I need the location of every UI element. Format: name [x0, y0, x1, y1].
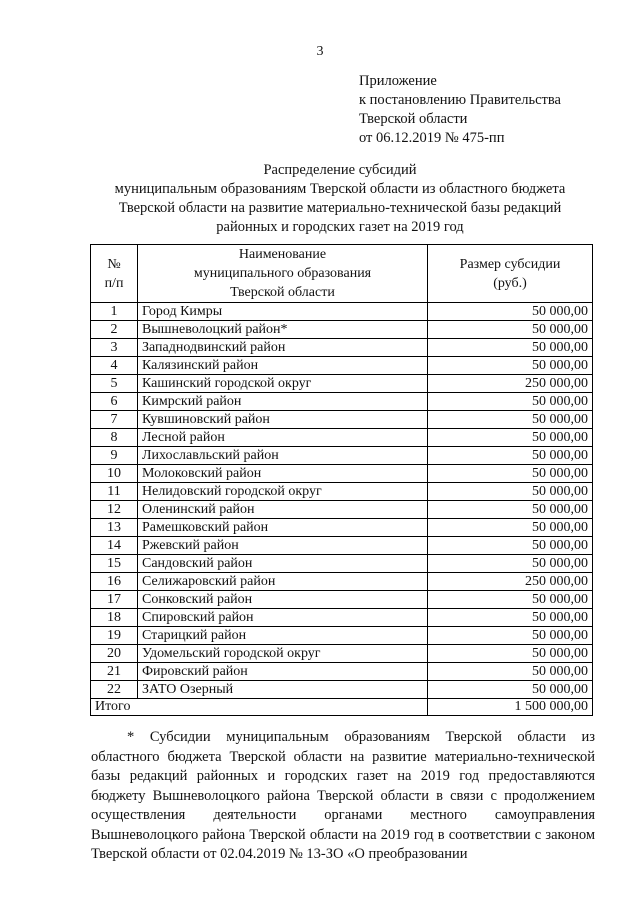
- row-num: 4: [91, 357, 138, 375]
- footnote-text: * Субсидии муниципальным образованиям Тверской области из областного бюджета Тверской области на развитие материально-технической базы редакций районных и городских газет на 2019 год предоставляются бюджету Вышневолоцкого района Тверской области в связи с продолжением осуществления деятельности органами местного самоуправления Вышневолоцкого района Тверской области на 2019 год в соответствии с законом Тверской области от 02.04.2019 № 13-ЗО «О преобразовании: [91, 729, 595, 862]
- table-row: [91, 483, 593, 501]
- row-name: Кашинский городской округ: [138, 375, 428, 393]
- header-num: [91, 245, 138, 303]
- row-amount: 50 000,00: [428, 447, 593, 465]
- row-name: Западнодвинский район: [138, 339, 428, 357]
- row-num: 9: [91, 447, 138, 465]
- table-row: [91, 447, 593, 465]
- row-amount: 50 000,00: [428, 609, 593, 627]
- table-row: [91, 339, 593, 357]
- table-row: [91, 591, 593, 609]
- table-row: [91, 465, 593, 483]
- table-row: [91, 411, 593, 429]
- row-amount: 50 000,00: [428, 393, 593, 411]
- table-row: [91, 627, 593, 645]
- row-amount: 50 000,00: [428, 411, 593, 429]
- table-row: [91, 375, 593, 393]
- row-num: 1: [91, 303, 138, 321]
- subsidy-table: [90, 244, 593, 716]
- title-line: муниципальным образованиям Тверской области из областного бюджета: [114, 181, 566, 197]
- appendix-line: от 06.12.2019 № 475-пп: [359, 130, 505, 146]
- row-num: 6: [91, 393, 138, 411]
- table-row: [91, 645, 593, 663]
- row-amount: 50 000,00: [428, 483, 593, 501]
- row-num: 11: [91, 483, 138, 501]
- header-line: Размер субсидии: [459, 256, 561, 272]
- row-num: 10: [91, 465, 138, 483]
- table-row: [91, 681, 593, 699]
- row-amount: 250 000,00: [428, 573, 593, 591]
- table-header-row: [91, 245, 593, 303]
- row-num: 17: [91, 591, 138, 609]
- row-amount: 50 000,00: [428, 627, 593, 645]
- row-name: Спировский район: [138, 609, 428, 627]
- row-name: Селижаровский район: [138, 573, 428, 591]
- table-total-row: [91, 699, 593, 716]
- row-num: 21: [91, 663, 138, 681]
- row-name: Удомельский городской округ: [138, 645, 428, 663]
- row-amount: 50 000,00: [428, 663, 593, 681]
- table-row: [91, 663, 593, 681]
- total-label: Итого: [91, 699, 428, 716]
- row-amount: 50 000,00: [428, 303, 593, 321]
- header-line: (руб.): [493, 275, 527, 291]
- table-row: [91, 555, 593, 573]
- row-num: 5: [91, 375, 138, 393]
- table-body: [91, 303, 593, 699]
- row-name: Лесной район: [138, 429, 428, 447]
- table-row: [91, 573, 593, 591]
- row-num: 13: [91, 519, 138, 537]
- row-num: 19: [91, 627, 138, 645]
- row-num: 8: [91, 429, 138, 447]
- header-line: п/п: [104, 275, 124, 291]
- row-name: Рамешковский район: [138, 519, 428, 537]
- row-amount: 50 000,00: [428, 519, 593, 537]
- table-row: [91, 429, 593, 447]
- row-name: Вышневолоцкий район*: [138, 321, 428, 339]
- row-amount: 50 000,00: [428, 321, 593, 339]
- header-line: муниципального образования: [193, 266, 372, 281]
- row-name: Оленинский район: [138, 501, 428, 519]
- document-title: [60, 161, 620, 237]
- row-amount: 50 000,00: [428, 537, 593, 555]
- row-name: Нелидовский городской округ: [138, 483, 428, 501]
- header-line: Наименование: [238, 247, 327, 262]
- appendix-line: к постановлению Правительства: [359, 92, 561, 108]
- row-amount: 50 000,00: [428, 681, 593, 699]
- row-num: 7: [91, 411, 138, 429]
- row-name: Город Кимры: [138, 303, 428, 321]
- row-name: Лихославльский район: [138, 447, 428, 465]
- row-name: Фировский район: [138, 663, 428, 681]
- row-amount: 50 000,00: [428, 645, 593, 663]
- row-num: 15: [91, 555, 138, 573]
- row-name: Ржевский район: [138, 537, 428, 555]
- table-row: [91, 501, 593, 519]
- row-amount: 50 000,00: [428, 429, 593, 447]
- row-num: 12: [91, 501, 138, 519]
- row-num: 20: [91, 645, 138, 663]
- appendix-line: Тверской области: [359, 111, 468, 127]
- row-amount: 250 000,00: [428, 375, 593, 393]
- row-name: Старицкий район: [138, 627, 428, 645]
- row-name: ЗАТО Озерный: [138, 681, 428, 699]
- row-name: Сандовский район: [138, 555, 428, 573]
- header-amount: [428, 245, 593, 303]
- row-name: Сонковский район: [138, 591, 428, 609]
- row-num: 3: [91, 339, 138, 357]
- page-number: 3: [316, 44, 324, 59]
- row-amount: 50 000,00: [428, 501, 593, 519]
- table-row: [91, 609, 593, 627]
- appendix-block: [359, 72, 561, 148]
- table-row: [91, 357, 593, 375]
- footnote: [91, 728, 595, 865]
- title-line: Распределение субсидий: [263, 162, 417, 178]
- title-line: районных и городских газет на 2019 год: [216, 219, 464, 235]
- row-amount: 50 000,00: [428, 591, 593, 609]
- table-row: [91, 393, 593, 411]
- header-line: №: [107, 256, 121, 272]
- row-amount: 50 000,00: [428, 555, 593, 573]
- row-amount: 50 000,00: [428, 465, 593, 483]
- total-amount: 1 500 000,00: [428, 699, 593, 716]
- row-num: 22: [91, 681, 138, 699]
- table-row: [91, 321, 593, 339]
- header-name: [138, 245, 428, 303]
- table-row: [91, 303, 593, 321]
- header-line: Тверской области: [230, 285, 335, 300]
- row-name: Кувшиновский район: [138, 411, 428, 429]
- row-name: Калязинский район: [138, 357, 428, 375]
- title-line: Тверской области на развитие материально-технической базы редакций: [118, 200, 562, 216]
- row-num: 18: [91, 609, 138, 627]
- row-num: 2: [91, 321, 138, 339]
- row-amount: 50 000,00: [428, 357, 593, 375]
- row-num: 14: [91, 537, 138, 555]
- row-num: 16: [91, 573, 138, 591]
- table-row: [91, 537, 593, 555]
- appendix-line: Приложение: [359, 73, 437, 89]
- row-name: Кимрский район: [138, 393, 428, 411]
- table-row: [91, 519, 593, 537]
- row-name: Молоковский район: [138, 465, 428, 483]
- row-amount: 50 000,00: [428, 339, 593, 357]
